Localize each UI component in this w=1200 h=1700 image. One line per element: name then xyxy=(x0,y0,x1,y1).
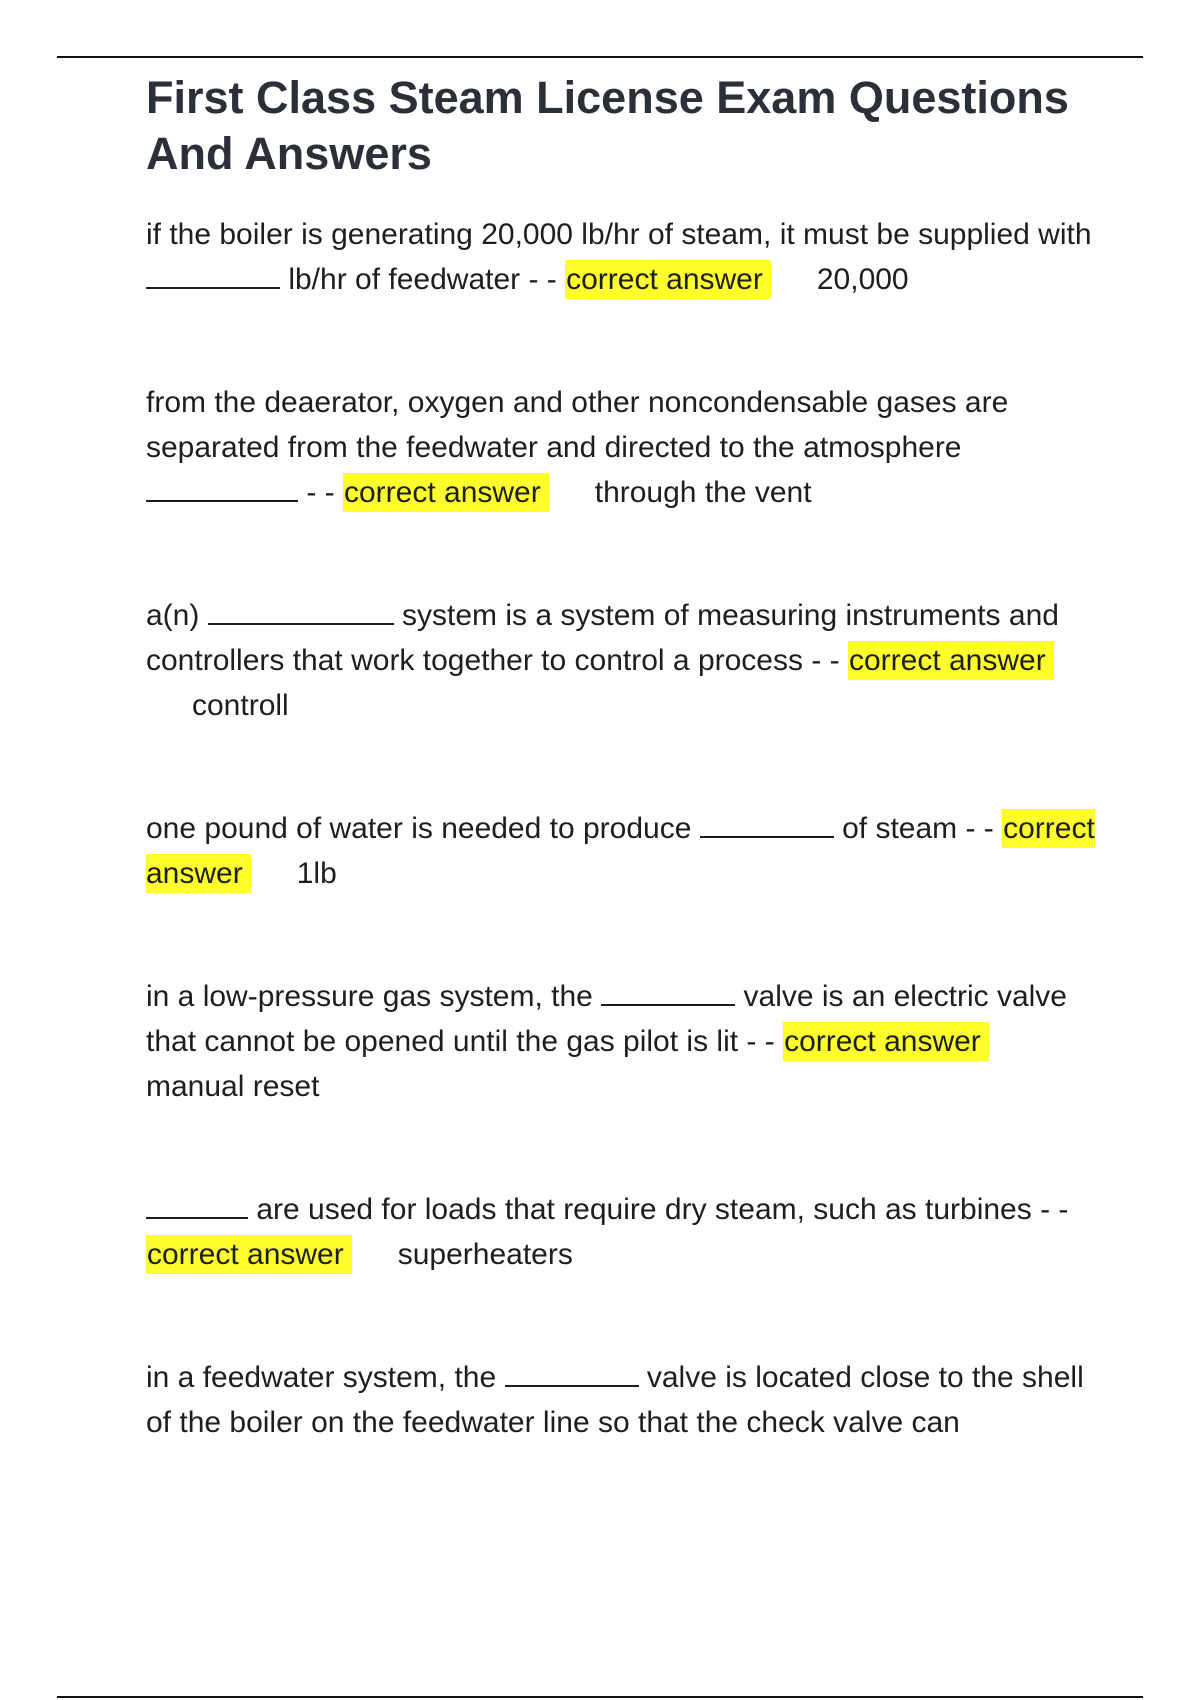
question-text: in a feedwater system, the xyxy=(146,1361,505,1394)
question-text: a(n) xyxy=(146,599,208,632)
qa-item xyxy=(146,974,1096,1109)
fill-blank xyxy=(601,980,735,1006)
question-text: - - xyxy=(298,476,343,509)
question-text: one pound of water is needed to produce xyxy=(146,812,700,845)
document-body xyxy=(146,70,1096,1523)
question-text: in a low-pressure gas system, the xyxy=(146,980,602,1013)
fill-blank xyxy=(146,263,280,289)
qa-item xyxy=(146,1187,1096,1277)
question-text: valve is an electric valve that cannot be opened until the gas pilot is lit - - xyxy=(146,980,1067,1058)
qa-item xyxy=(146,806,1096,896)
bottom-rule xyxy=(57,1696,1143,1698)
correct-answer-marker: correct answer xyxy=(343,473,549,512)
answer-text: manual reset xyxy=(146,1070,320,1103)
question-text: are used for loads that require dry steam, such as turbines - - xyxy=(248,1193,1069,1226)
question-text: system is a system of measuring instruments and controllers that work together to control a process - - xyxy=(146,599,1059,677)
answer-text: superheaters xyxy=(397,1238,573,1271)
qa-list xyxy=(146,212,1096,1445)
answer-text: through the vent xyxy=(594,476,812,509)
qa-item xyxy=(146,593,1096,728)
qa-item xyxy=(146,1355,1096,1445)
answer-text: 1lb xyxy=(296,857,337,890)
fill-blank xyxy=(505,1361,639,1387)
fill-blank xyxy=(146,476,298,502)
fill-blank xyxy=(208,599,394,625)
question-text: lb/hr of feedwater - - xyxy=(280,263,566,296)
question-text: of steam - - xyxy=(833,812,1003,845)
question-text: from the deaerator, oxygen and other noncondensable gases are separated from the feedwater and directed to the atmosphere xyxy=(146,386,1009,464)
correct-answer-marker: correct answer xyxy=(848,641,1054,680)
qa-item xyxy=(146,212,1096,302)
correct-answer-marker: correct answer xyxy=(565,260,771,299)
answer-text: controll xyxy=(192,689,289,722)
qa-item xyxy=(146,380,1096,515)
question-text: if the boiler is generating 20,000 lb/hr of steam, it must be supplied with xyxy=(146,218,1092,251)
correct-answer-marker: correct answer xyxy=(146,1235,352,1274)
top-rule xyxy=(57,56,1143,58)
document-title: First Class Steam License Exam Questions And Answers xyxy=(146,72,1069,179)
question-text: valve is located close to the shell of the boiler on the feedwater line so that the check valve can xyxy=(146,1361,1084,1439)
fill-blank xyxy=(146,1193,248,1219)
correct-answer-marker: correct answer xyxy=(783,1022,989,1061)
answer-text: 20,000 xyxy=(816,263,909,296)
fill-blank xyxy=(700,812,834,838)
correct-answer-marker: correct answer xyxy=(146,809,1095,893)
